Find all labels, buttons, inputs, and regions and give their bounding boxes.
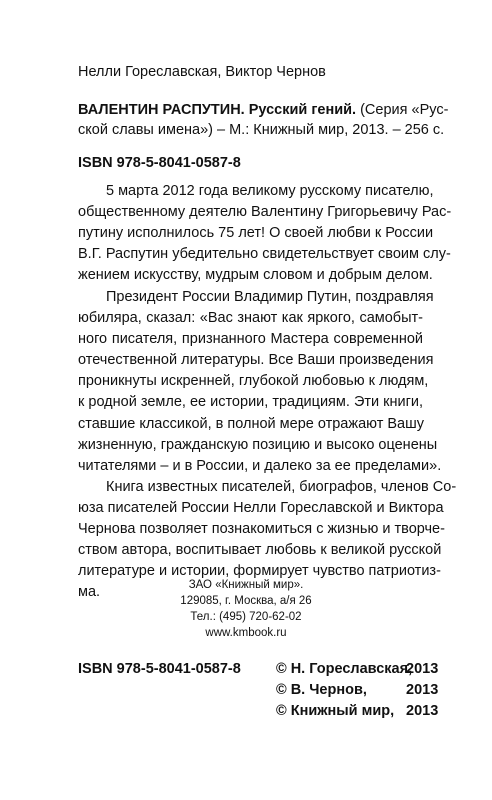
copyright-line bbox=[276, 680, 439, 700]
authors-line: Нелли Гореславская, Виктор Чернов bbox=[78, 64, 326, 80]
book-title: ВАЛЕНТИН РАСПУТИН. Русский гений. bbox=[78, 102, 357, 118]
annotation-line: ма. bbox=[78, 584, 101, 601]
annotation-line: 5 марта 2012 года великому русскому писателю, bbox=[106, 183, 434, 199]
annotation-line: жизненную, гражданскую позицию и высоко оценены bbox=[78, 436, 438, 453]
annotation-line: проникнуты искренней, глубокой любовью к людям, bbox=[78, 373, 429, 390]
publisher-address: 129085, г. Москва, а/я 26 bbox=[180, 595, 312, 607]
annotation-line: юбиляра, сказал: «Вас знают как яркого, самобыт- bbox=[78, 310, 423, 327]
annotation-paragraph-1 bbox=[78, 181, 452, 286]
isbn-bottom: ISBN 978-5-8041-0587-8 bbox=[78, 661, 241, 677]
annotation-line: общественному деятелю Валентину Григорьевичу Рас- bbox=[78, 204, 452, 221]
publisher-name: ЗАО «Книжный мир». bbox=[188, 579, 304, 591]
copyright-year: 2013 bbox=[406, 703, 439, 719]
copyright-year: 2013 bbox=[406, 661, 439, 677]
annotation-line: ставшие классикой, в полной мере отражают Вашу bbox=[78, 415, 424, 432]
annotation-line: Книга известных писателей, биографов, членов Со- bbox=[106, 479, 457, 495]
copyright-year: 2013 bbox=[406, 682, 439, 698]
annotation-line: путину исполнилось 75 лет! О своей любви к России bbox=[78, 225, 434, 242]
isbn-top: ISBN 978-5-8041-0587-8 bbox=[78, 155, 241, 171]
series-start: (Серия «Рус- bbox=[356, 102, 449, 118]
annotation-line: литературе и истории, формирует чувство патриотиз- bbox=[78, 563, 441, 580]
copyright-holder: © Книжный мир, bbox=[276, 703, 395, 719]
bibliographic-line: ской славы имена») – М.: Книжный мир, 2013. – 256 с. bbox=[78, 122, 445, 138]
annotation-line: ством автора, воспитывает любовь к великой русской bbox=[78, 542, 442, 559]
title-line bbox=[78, 102, 448, 118]
annotation-line: В.Г. Распутин убедительно свидетельствует своим слу- bbox=[78, 246, 451, 263]
publisher-phone: Тел.: (495) 720-62-02 bbox=[190, 611, 302, 623]
copyright-line bbox=[276, 659, 439, 679]
copyright-line bbox=[276, 701, 439, 721]
annotation-line: отечественной литературы. Все Ваши произведения bbox=[78, 352, 434, 369]
annotation-paragraph-2 bbox=[78, 287, 442, 477]
publisher-website: www.kmbook.ru bbox=[205, 627, 287, 639]
annotation-line: жением искусству, мудрым словом и добрым делом. bbox=[78, 267, 433, 284]
annotation-line: юза писателей России Нелли Гореславской и Виктора bbox=[78, 500, 444, 517]
annotation-line: ного писателя, признанного Мастера современной bbox=[78, 331, 423, 348]
annotation-line: Президент России Владимир Путин, поздравляя bbox=[106, 289, 434, 305]
annotation-line: к родной земле, ее истории, традициям. Эти книги, bbox=[78, 394, 423, 411]
annotation-line: Чернова позволяет познакомиться с жизнью и творче- bbox=[78, 521, 445, 538]
annotation-line: читателями – и в России, и далеко за ее пределами». bbox=[78, 457, 442, 474]
copyright-holder: © В. Чернов, bbox=[276, 682, 367, 698]
copyright-holder: © Н. Гореславская, bbox=[276, 661, 413, 677]
